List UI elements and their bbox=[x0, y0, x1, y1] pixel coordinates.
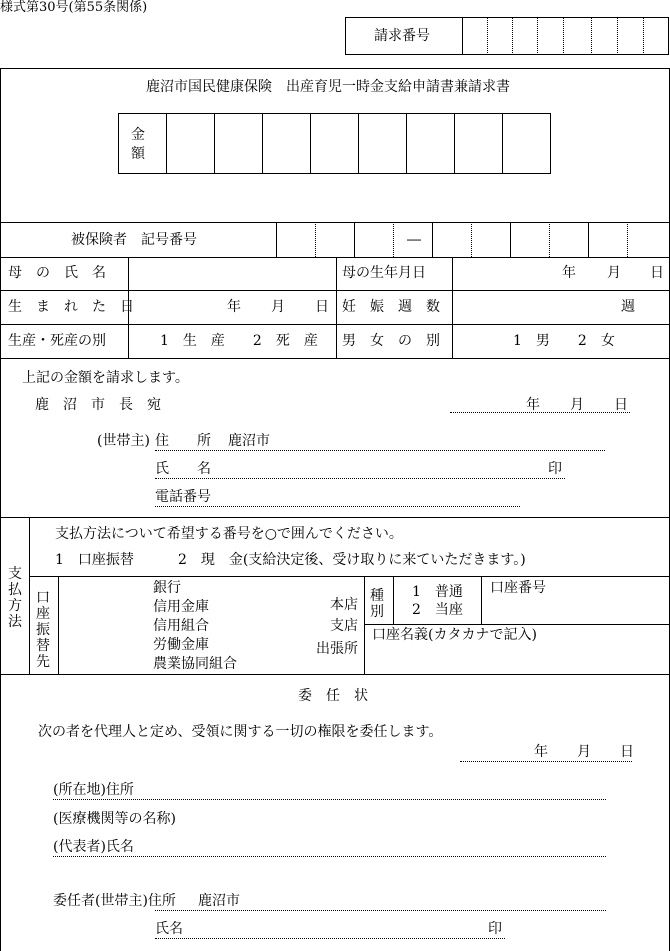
birth-type-options[interactable]: 1 生 産 2 死 産 bbox=[160, 333, 318, 349]
institution-shinkin: 信用金庫 bbox=[153, 599, 209, 615]
mother-name-label: 母 の 氏 名 bbox=[8, 265, 106, 281]
applicant-name-label: 氏 名 bbox=[155, 461, 211, 477]
amount-label-bottom: 額 bbox=[131, 146, 145, 162]
request-number-field[interactable] bbox=[463, 18, 668, 54]
insured-number-label: 被保険者 記号番号 bbox=[71, 232, 197, 248]
delegator-address-label: 委任者(世帯主)住所 bbox=[53, 893, 176, 909]
gestation-label: 妊 娠 週 数 bbox=[342, 299, 440, 315]
amount-label-top: 金 bbox=[131, 127, 145, 143]
applicant-seal: 印 bbox=[548, 461, 562, 477]
phone-field[interactable] bbox=[215, 488, 520, 506]
mother-birth-label: 母の生年月日 bbox=[342, 265, 426, 281]
mother-birth-field[interactable] bbox=[453, 258, 669, 289]
householder-label: (世帯主) bbox=[97, 433, 150, 449]
branch-branch: 支店 bbox=[330, 618, 358, 634]
payment-option-transfer[interactable]: 1 口座振替 bbox=[55, 552, 134, 568]
account-holder-label: 口座名義(カタカナで記入) bbox=[372, 627, 537, 643]
delegation-day-unit: 日 bbox=[620, 744, 634, 760]
birth-day-unit: 日 bbox=[315, 299, 329, 315]
address-city: 鹿沼市 bbox=[228, 433, 270, 449]
delegation-statement: 次の者を代理人と定め、受領に関する一切の権限を委任します。 bbox=[38, 724, 443, 740]
delegation-month-unit: 月 bbox=[577, 744, 591, 760]
birth-year-unit: 年 bbox=[227, 299, 241, 315]
address-label: 住 所 bbox=[155, 433, 211, 449]
account-type-ordinary[interactable]: 1 普通 bbox=[412, 584, 463, 600]
institution-credit-union: 信用組合 bbox=[153, 618, 209, 634]
payment-instruction: 支払方法について希望する番号を○で囲んでください。 bbox=[55, 526, 403, 542]
agent-institution-label: (医療機関等の名称) bbox=[53, 811, 176, 827]
mother-birth-year-unit: 年 bbox=[562, 265, 576, 281]
phone-label: 電話番号 bbox=[155, 489, 211, 505]
form-title: 鹿沼市国民健康保険 出産育児一時金支給申請書兼請求書 bbox=[146, 79, 510, 95]
addressee: 鹿 沼 市 長 宛 bbox=[35, 397, 161, 413]
agent-institution-field[interactable] bbox=[190, 810, 606, 828]
delegator-address-field[interactable] bbox=[245, 892, 606, 910]
sex-options[interactable]: 1 男 2 女 bbox=[513, 333, 615, 349]
account-number-label: 口座番号 bbox=[490, 580, 546, 596]
birth-type-label: 生産・死産の別 bbox=[8, 333, 106, 349]
agent-name-field[interactable] bbox=[150, 838, 606, 856]
account-type-label: 種別 bbox=[370, 588, 384, 620]
delegation-title: 委 任 状 bbox=[298, 688, 368, 704]
account-type-checking[interactable]: 2 当座 bbox=[412, 602, 463, 618]
branch-head-office: 本店 bbox=[330, 597, 358, 613]
request-number-label: 請求番号 bbox=[374, 28, 430, 44]
mother-birth-month-unit: 月 bbox=[607, 265, 621, 281]
delegator-name-label: 氏名 bbox=[155, 921, 183, 937]
payment-section-label: 支払方法 bbox=[8, 566, 22, 630]
agent-name-label: (代表者)氏名 bbox=[53, 839, 134, 855]
mother-name-field[interactable] bbox=[129, 258, 335, 289]
insured-number-field[interactable] bbox=[277, 223, 669, 256]
delegation-year-unit: 年 bbox=[534, 744, 548, 760]
gestation-field[interactable] bbox=[453, 291, 669, 323]
sex-label: 男 女 の 別 bbox=[342, 333, 440, 349]
request-day-unit: 日 bbox=[614, 397, 628, 413]
delegator-name-field[interactable] bbox=[185, 920, 485, 938]
number-dash: ― bbox=[407, 232, 421, 248]
agent-address-label: (所在地)住所 bbox=[53, 782, 134, 798]
branch-sub-branch: 出張所 bbox=[316, 641, 358, 657]
account-holder-field[interactable] bbox=[365, 645, 669, 673]
request-month-unit: 月 bbox=[570, 397, 584, 413]
mother-birth-day-unit: 日 bbox=[650, 265, 664, 281]
delegator-city: 鹿沼市 bbox=[198, 893, 240, 909]
request-statement: 上記の金額を請求します。 bbox=[22, 370, 189, 386]
account-number-field[interactable] bbox=[482, 597, 669, 623]
birth-month-unit: 月 bbox=[271, 299, 285, 315]
request-date-field[interactable] bbox=[450, 394, 630, 412]
applicant-name-field[interactable] bbox=[215, 460, 545, 478]
birth-date-label: 生 ま れ た 日 bbox=[8, 299, 134, 315]
transfer-destination-label: 口座振替先 bbox=[36, 590, 50, 670]
week-unit: 週 bbox=[621, 299, 635, 315]
delegator-seal: 印 bbox=[488, 921, 502, 937]
form-reference: 様式第30号(第55条関係) bbox=[0, 0, 148, 15]
agent-address-field[interactable] bbox=[150, 781, 606, 799]
institution-agricultural-coop: 農業協同組合 bbox=[153, 656, 237, 672]
institution-bank: 銀行 bbox=[153, 580, 181, 596]
payment-option-cash[interactable]: 2 現 金(支給決定後、受け取りに来ていただきます。) bbox=[178, 552, 526, 568]
institution-labor-bank: 労働金庫 bbox=[153, 637, 209, 653]
applicant-address-field[interactable] bbox=[280, 432, 605, 450]
amount-field[interactable] bbox=[167, 114, 550, 173]
request-year-unit: 年 bbox=[526, 397, 540, 413]
